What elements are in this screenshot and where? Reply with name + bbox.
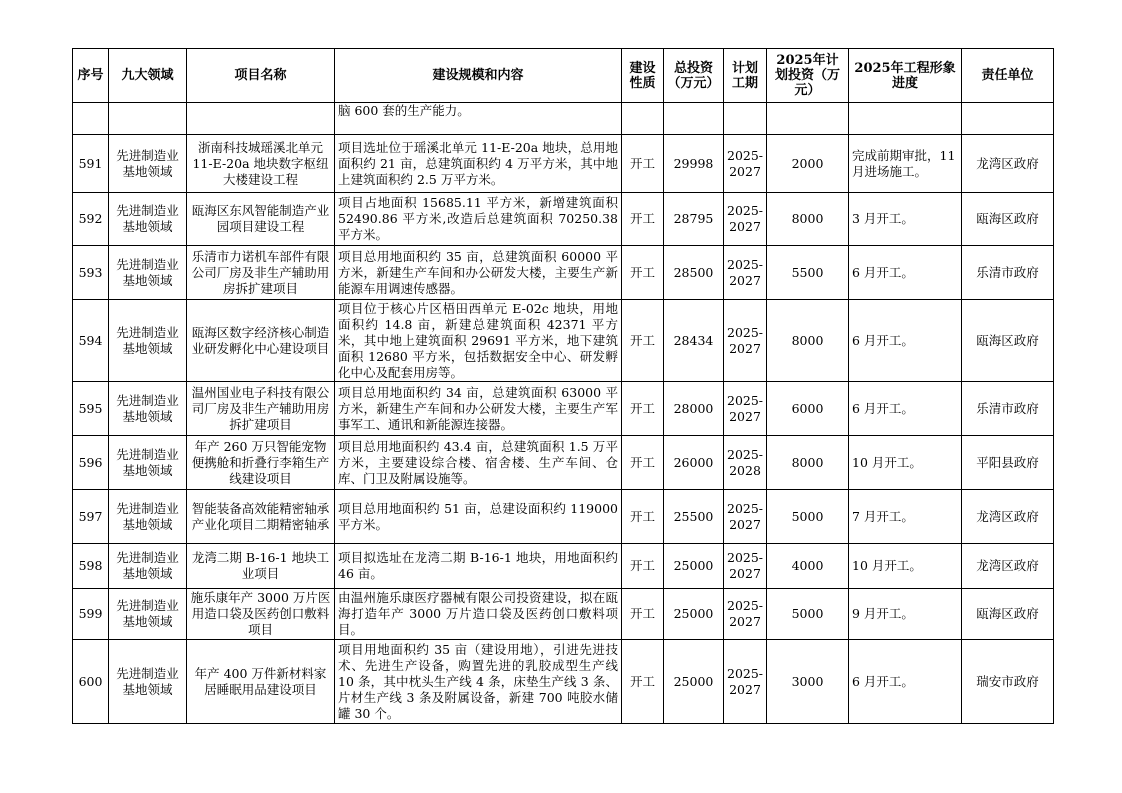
row-plan2025: 4000 bbox=[767, 544, 849, 589]
row-seq: 598 bbox=[73, 544, 109, 589]
row-investment: 28434 bbox=[664, 300, 724, 382]
row-name: 年产 260 万只智能宠物便携舱和折叠行李箱生产线建设项目 bbox=[187, 436, 335, 490]
header-nature: 建设性质 bbox=[622, 49, 664, 103]
row-investment: 29998 bbox=[664, 135, 724, 193]
row-seq: 600 bbox=[73, 640, 109, 724]
row-seq: 591 bbox=[73, 135, 109, 193]
row-investment: 28795 bbox=[664, 193, 724, 246]
row-plan2025: 5000 bbox=[767, 589, 849, 640]
row-field: 先进制造业基地领域 bbox=[109, 135, 187, 193]
row-unit: 龙湾区政府 bbox=[962, 490, 1054, 544]
row-name: 瓯海区数字经济核心制造业研发孵化中心建设项目 bbox=[187, 300, 335, 382]
header-period: 计划工期 bbox=[724, 49, 767, 103]
row-field: 先进制造业基地领域 bbox=[109, 300, 187, 382]
row-seq: 599 bbox=[73, 589, 109, 640]
row-period: 2025-2027 bbox=[724, 544, 767, 589]
row-seq: 592 bbox=[73, 193, 109, 246]
row-nature: 开工 bbox=[622, 436, 664, 490]
row-field: 先进制造业基地领域 bbox=[109, 193, 187, 246]
row-period: 2025-2027 bbox=[724, 640, 767, 724]
row-content: 项目选址位于瑶溪北单元 11-E-20a 地块，总用地面积约 21 亩，总建筑面积约 4 万平方米，其中地上建筑面积约 2.5 万平方米。 bbox=[335, 135, 622, 193]
row-field: 先进制造业基地领域 bbox=[109, 436, 187, 490]
row-seq: 596 bbox=[73, 436, 109, 490]
row-name: 龙湾二期 B-16-1 地块工业项目 bbox=[187, 544, 335, 589]
project-table bbox=[72, 48, 1054, 724]
row-field: 先进制造业基地领域 bbox=[109, 382, 187, 436]
row-field: 先进制造业基地领域 bbox=[109, 490, 187, 544]
header-row bbox=[73, 49, 1054, 103]
row-unit: 瓯海区政府 bbox=[962, 589, 1054, 640]
row-unit: 瓯海区政府 bbox=[962, 300, 1054, 382]
row-field: 先进制造业基地领域 bbox=[109, 246, 187, 300]
row-plan2025: 5500 bbox=[767, 246, 849, 300]
row-period: 2025-2027 bbox=[724, 490, 767, 544]
row-name: 智能装备高效能精密轴承产业化项目二期精密轴承 bbox=[187, 490, 335, 544]
row-progress: 9 月开工。 bbox=[849, 589, 962, 640]
row-progress: 10 月开工。 bbox=[849, 436, 962, 490]
continued-content: 脑 600 套的生产能力。 bbox=[335, 103, 622, 135]
row-field: 先进制造业基地领域 bbox=[109, 589, 187, 640]
row-nature: 开工 bbox=[622, 300, 664, 382]
row-progress: 6 月开工。 bbox=[849, 382, 962, 436]
table-row bbox=[73, 193, 1054, 246]
row-name: 乐清市力诺机车部件有限公司厂房及非生产辅助用房拆扩建项目 bbox=[187, 246, 335, 300]
row-unit: 乐清市政府 bbox=[962, 382, 1054, 436]
header-name: 项目名称 bbox=[187, 49, 335, 103]
row-period: 2025-2027 bbox=[724, 193, 767, 246]
row-investment: 25000 bbox=[664, 589, 724, 640]
row-nature: 开工 bbox=[622, 382, 664, 436]
row-unit: 平阳县政府 bbox=[962, 436, 1054, 490]
row-content: 项目总用地面积约 51 亩，总建设面积约 119000 平方米。 bbox=[335, 490, 622, 544]
row-period: 2025-2028 bbox=[724, 436, 767, 490]
row-seq: 593 bbox=[73, 246, 109, 300]
row-nature: 开工 bbox=[622, 193, 664, 246]
table-row bbox=[73, 135, 1054, 193]
row-content: 项目用地面积约 35 亩（建设用地），引进先进技术、先进生产设备，购置先进的乳胶成型生产线 10 条，其中枕头生产线 4 条，床垫生产线 3 条、片材生产线 3 条及附属设备，新建 700 吨胶水储罐 30 个。 bbox=[335, 640, 622, 724]
row-seq: 595 bbox=[73, 382, 109, 436]
row-content: 项目总用地面积约 35 亩，总建筑面积 60000 平方米，新建生产车间和办公研发大楼，主要生产新能源车用调速传感器。 bbox=[335, 246, 622, 300]
continued-row bbox=[73, 103, 1054, 135]
header-content: 建设规模和内容 bbox=[335, 49, 622, 103]
table-row bbox=[73, 544, 1054, 589]
row-progress: 6 月开工。 bbox=[849, 246, 962, 300]
row-unit: 乐清市政府 bbox=[962, 246, 1054, 300]
row-progress: 3 月开工。 bbox=[849, 193, 962, 246]
row-seq: 594 bbox=[73, 300, 109, 382]
table-row bbox=[73, 490, 1054, 544]
row-content: 项目拟选址在龙湾二期 B-16-1 地块，用地面积约 46 亩。 bbox=[335, 544, 622, 589]
row-progress: 7 月开工。 bbox=[849, 490, 962, 544]
row-progress: 10 月开工。 bbox=[849, 544, 962, 589]
row-unit: 瓯海区政府 bbox=[962, 193, 1054, 246]
row-plan2025: 6000 bbox=[767, 382, 849, 436]
row-investment: 26000 bbox=[664, 436, 724, 490]
row-period: 2025-2027 bbox=[724, 300, 767, 382]
row-plan2025: 5000 bbox=[767, 490, 849, 544]
header-unit: 责任单位 bbox=[962, 49, 1054, 103]
row-content: 由温州施乐康医疗器械有限公司投资建设，拟在瓯海打造年产 3000 万片造口袋及医药创口敷料项目。 bbox=[335, 589, 622, 640]
header-field: 九大领域 bbox=[109, 49, 187, 103]
row-investment: 25000 bbox=[664, 640, 724, 724]
row-investment: 25500 bbox=[664, 490, 724, 544]
row-nature: 开工 bbox=[622, 490, 664, 544]
row-unit: 龙湾区政府 bbox=[962, 135, 1054, 193]
table-row bbox=[73, 640, 1054, 724]
row-period: 2025-2027 bbox=[724, 382, 767, 436]
row-plan2025: 3000 bbox=[767, 640, 849, 724]
row-nature: 开工 bbox=[622, 135, 664, 193]
row-nature: 开工 bbox=[622, 640, 664, 724]
row-nature: 开工 bbox=[622, 544, 664, 589]
row-investment: 28500 bbox=[664, 246, 724, 300]
row-name: 年产 400 万件新材料家居睡眠用品建设项目 bbox=[187, 640, 335, 724]
row-plan2025: 2000 bbox=[767, 135, 849, 193]
row-plan2025: 8000 bbox=[767, 436, 849, 490]
row-field: 先进制造业基地领域 bbox=[109, 544, 187, 589]
table-row bbox=[73, 382, 1054, 436]
table-row bbox=[73, 300, 1054, 382]
row-progress: 完成前期审批，11 月进场施工。 bbox=[849, 135, 962, 193]
row-name: 温州国业电子科技有限公司厂房及非生产辅助用房拆扩建项目 bbox=[187, 382, 335, 436]
table-row bbox=[73, 436, 1054, 490]
row-name: 瓯海区东风智能制造产业园项目建设工程 bbox=[187, 193, 335, 246]
row-plan2025: 8000 bbox=[767, 193, 849, 246]
row-seq: 597 bbox=[73, 490, 109, 544]
row-investment: 28000 bbox=[664, 382, 724, 436]
header-investment: 总投资（万元） bbox=[664, 49, 724, 103]
header-progress2025: 2025年工程形象进度 bbox=[849, 49, 962, 103]
row-period: 2025-2027 bbox=[724, 135, 767, 193]
header-plan2025: 2025年计划投资（万元） bbox=[767, 49, 849, 103]
row-plan2025: 8000 bbox=[767, 300, 849, 382]
row-content: 项目占地面积 15685.11 平方米，新增建筑面积 52490.86 平方米,改造后总建筑面积 70250.38 平方米。 bbox=[335, 193, 622, 246]
row-nature: 开工 bbox=[622, 246, 664, 300]
row-content: 项目位于核心片区梧田西单元 E-02c 地块，用地面积约 14.8 亩，新建总建筑面积 42371 平方米，其中地上建筑面积 29691 平方米，地下建筑面积 12680 平方米，包括数据安全中心、研发孵化中心及配套用房等。 bbox=[335, 300, 622, 382]
row-content: 项目总用地面积约 43.4 亩，总建筑面积 1.5 万平方米，主要建设综合楼、宿舍楼、生产车间、仓库、门卫及附属设施等。 bbox=[335, 436, 622, 490]
row-period: 2025-2027 bbox=[724, 589, 767, 640]
row-name: 施乐康年产 3000 万片医用造口袋及医药创口敷料项目 bbox=[187, 589, 335, 640]
header-seq: 序号 bbox=[73, 49, 109, 103]
row-investment: 25000 bbox=[664, 544, 724, 589]
row-period: 2025-2027 bbox=[724, 246, 767, 300]
row-name: 浙南科技城瑶溪北单元11-E-20a 地块数字枢纽大楼建设工程 bbox=[187, 135, 335, 193]
row-nature: 开工 bbox=[622, 589, 664, 640]
row-progress: 6 月开工。 bbox=[849, 640, 962, 724]
row-content: 项目总用地面积约 34 亩，总建筑面积 63000 平方米，新建生产车间和办公研发大楼，主要生产军事军工、通讯和新能源连接器。 bbox=[335, 382, 622, 436]
row-progress: 6 月开工。 bbox=[849, 300, 962, 382]
table-row bbox=[73, 246, 1054, 300]
row-unit: 瑞安市政府 bbox=[962, 640, 1054, 724]
row-unit: 龙湾区政府 bbox=[962, 544, 1054, 589]
row-field: 先进制造业基地领域 bbox=[109, 640, 187, 724]
table-row bbox=[73, 589, 1054, 640]
